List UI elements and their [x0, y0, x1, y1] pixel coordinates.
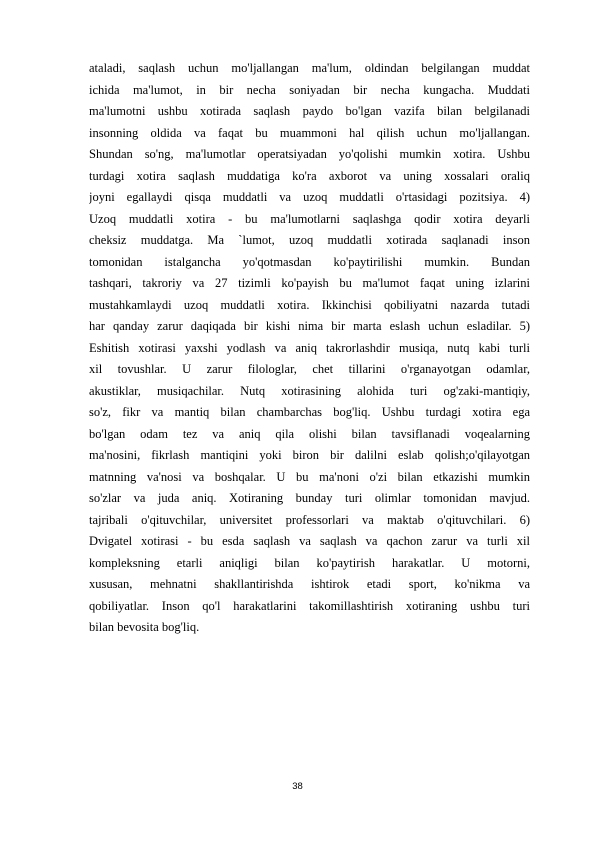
text-line: tajribali o'qituvchilar, universitet professorlari va maktab o'qituvchilari. 6) — [89, 512, 530, 527]
text-line: kompleksning etarli aniqligi bilan ko'paytirish harakatlar. U motorni, — [89, 555, 530, 570]
page-number: 38 — [292, 781, 303, 792]
text-line: joyni egallaydi qisqa muddatli va uzoq muddatli o'rtasidagi pozitsiya. 4) — [89, 190, 530, 204]
text-line: ichida ma'lumot, in bir necha soniyadan bir necha kungacha. Muddati — [89, 82, 530, 97]
text-line: xil tovushlar. U zarur filologlar, chet tillarini o'rganayotgan odamlar, — [89, 362, 530, 376]
text-line: Eshitish xotirasi yaxshi yodlash va aniq takrorlashdir musiqa, nutq kabi turli — [89, 340, 530, 355]
text-line: xususan, mehnatni shakllantirishda ishtirok etadi sport, ko'nikma va — [89, 577, 530, 591]
text-line: bo'lgan odam tez va aniq qila olishi bilan tavsiflanadi voqealarning — [89, 426, 530, 441]
text-line: matnning va'nosi va boshqalar. U bu ma'noni o'zi bilan etkazishi mumkin — [89, 469, 530, 484]
text-line: insonning oldida va faqat bu muammoni hal qilish uchun mo'ljallangan. — [89, 125, 530, 140]
text-line: ma'lumotni ushbu xotirada saqlash paydo bo'lgan vazifa bilan belgilanadi — [89, 104, 530, 118]
text-line: qobiliyatlar. Inson qo'l harakatlarini takomillashtirish xotiraning ushbu turi — [89, 598, 530, 613]
text-line: cheksiz muddatga. Ma `lumot, uzoq muddatli xotirada saqlanadi inson — [89, 233, 530, 247]
text-line: so'z, fikr va mantiq bilan chambarchas bog'liq. Ushbu turdagi xotira ega — [89, 405, 530, 419]
text-line: mustahkamlaydi uzoq muddatli xotira. Ikkinchisi qobiliyatni nazarda tutadi — [89, 297, 530, 312]
text-line: turdagi xotira saqlash muddatiga ko'ra axborot va uning xossalari oraliq — [89, 168, 530, 183]
text-line: har qanday zarur daqiqada bir kishi nima bir marta eslash uchun esladilar. 5) — [89, 319, 530, 333]
text-line: tomonidan istalgancha yo'qotmasdan ko'paytirilishi mumkin. Bundan — [89, 254, 530, 269]
text-line: akustiklar, musiqachilar. Nutq xotirasining alohida turi og'zaki-mantiqiy, — [89, 383, 530, 398]
body-paragraph — [89, 58, 530, 639]
text-line: Dvigatel xotirasi - bu esda saqlash va saqlash va qachon zarur va turli xil — [89, 534, 530, 548]
text-line: ma'nosini, fikrlash mantiqini yoki biron bir dalilni eslab qolish;o'qilayotgan — [89, 448, 530, 462]
text-line: Uzoq muddatli xotira - bu ma'lumotlarni saqlashga qodir xotira deyarli — [89, 211, 530, 226]
text-line: bilan bevosita bog'liq. — [89, 620, 200, 634]
text-line: Shundan so'ng, ma'lumotlar operatsiyadan yo'qolishi mumkin xotira. Ushbu — [89, 147, 530, 161]
text-line: so'zlar va juda aniq. Xotiraning bunday turi olimlar tomonidan mavjud. — [89, 491, 530, 505]
text-line: tashqari, takroriy va 27 tizimli ko'payish bu ma'lumot faqat uning izlarini — [89, 276, 530, 290]
text-line: ataladi, saqlash uchun mo'ljallangan ma'lum, oldindan belgilangan muddat — [89, 61, 530, 75]
